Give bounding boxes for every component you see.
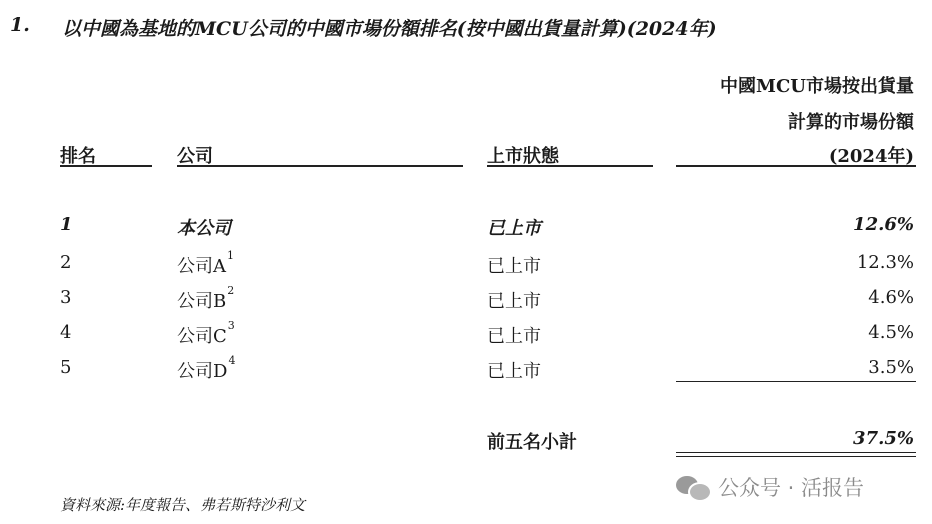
share-cell: 12.6%	[853, 214, 914, 235]
rank-cell: 3	[60, 287, 72, 308]
share-header-line2: 計算的市場份額	[788, 112, 914, 133]
footnote-marker: 2	[227, 284, 235, 297]
status-cell: 已上市	[487, 256, 541, 277]
subtotal-top-rule	[676, 381, 916, 382]
rank-cell: 5	[60, 357, 72, 378]
status-cell: 已上市	[487, 361, 541, 382]
company-cell: 公司$D^4$	[177, 354, 236, 382]
rank-cell: 4	[60, 322, 72, 343]
rank-cell: 1	[60, 214, 73, 235]
source-note: 資料來源:年度報告、弗若斯特沙利文	[60, 496, 306, 514]
share-cell: 12.3%	[856, 252, 914, 273]
company-cell: 本公司	[177, 218, 231, 239]
subtotal-label: 前五名小計	[487, 432, 577, 453]
footnote-marker: 4	[228, 354, 236, 367]
rank-header: 排名	[60, 146, 96, 167]
footnote-marker: 1	[227, 249, 234, 262]
status-header-rule	[487, 165, 653, 167]
share-header-line3: (2024年)	[828, 146, 914, 167]
share-cell: 3.5%	[868, 357, 914, 378]
heading-title: 以中國為基地的MCU公司的中國市場份額排名(按中國出貨量計算)(2024年)	[62, 18, 717, 40]
subtotal-value: 37.5%	[853, 428, 914, 449]
rank-cell: 2	[60, 252, 72, 273]
status-header: 上市狀態	[487, 146, 559, 167]
footnote-marker: 3	[227, 319, 235, 332]
rank-header-rule	[60, 165, 152, 167]
status-cell: 已上市	[487, 326, 541, 347]
status-cell: 已上市	[487, 291, 541, 312]
company-cell: 公司$C^3$	[177, 319, 235, 347]
watermark	[676, 472, 864, 502]
company-header: 公司	[177, 146, 213, 167]
share-cell: 4.5%	[868, 322, 914, 343]
share-cell: 4.6%	[868, 287, 914, 308]
company-header-rule	[177, 165, 463, 167]
company-cell: 公司$A^1$	[177, 249, 234, 277]
subtotal-double-rule-bottom	[676, 456, 916, 457]
heading-number: 1.	[10, 14, 30, 36]
company-cell: 公司$B^2$	[177, 284, 235, 312]
status-cell: 已上市	[487, 218, 541, 239]
subtotal-double-rule-top	[676, 452, 916, 453]
share-header-line1: 中國MCU市場按出貨量	[720, 76, 914, 97]
wechat-icon	[676, 474, 710, 500]
share-header-rule	[676, 165, 916, 167]
watermark-text: 公众号 · 活报告	[718, 476, 865, 500]
